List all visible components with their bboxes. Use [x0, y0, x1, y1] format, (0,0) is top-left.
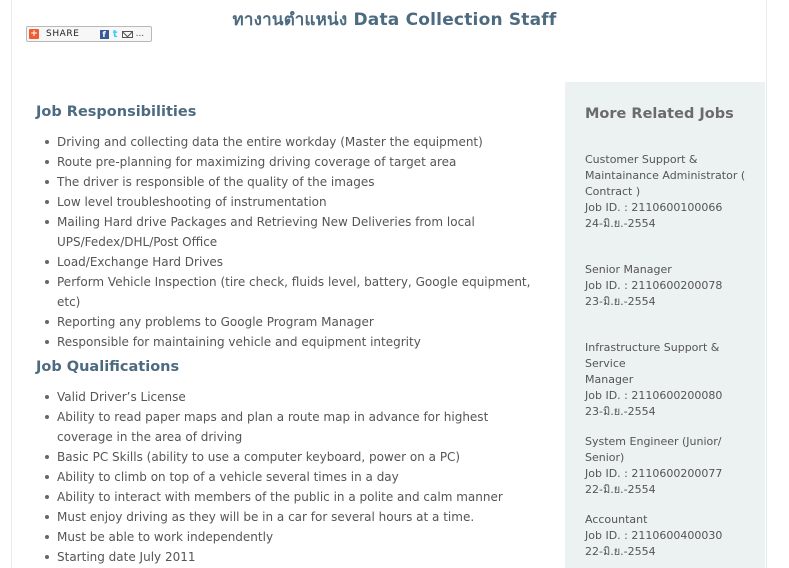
bullet-icon — [45, 200, 49, 204]
bullet-icon — [45, 320, 49, 324]
facebook-icon[interactable]: f — [100, 30, 109, 39]
list-item: Basic PC Skills (ability to use a computer keyboard, power on a PC) — [25, 447, 536, 467]
page-title: ทางานตำแหน่ง Data Collection Staff — [232, 10, 557, 30]
bullet-icon — [45, 535, 49, 539]
job-date: 22-มิ.ย.-2554 — [585, 545, 656, 558]
bullet-icon — [45, 395, 49, 399]
bullet-icon — [45, 160, 49, 164]
list-item: Must be able to work independently — [25, 527, 536, 547]
job-title-line[interactable]: Maintainance Administrator ( — [585, 169, 746, 182]
job-date: 22-มิ.ย.-2554 — [585, 483, 656, 496]
share-label: SHARE — [46, 29, 80, 39]
related-job-link[interactable] — [585, 152, 755, 232]
list-item: Starting date July 2011 — [25, 547, 536, 567]
bullet-icon — [45, 495, 49, 499]
job-title-line[interactable]: Contract ) — [585, 185, 641, 198]
bullet-icon — [45, 140, 49, 144]
list-item: Low level troubleshooting of instrumentation — [25, 192, 536, 212]
bullet-icon — [45, 260, 49, 264]
list-item: Load/Exchange Hard Drives — [25, 252, 536, 272]
job-title-line[interactable]: System Engineer (Junior/ Senior) — [585, 435, 722, 464]
list-item: Mailing Hard drive Packages and Retrieving New Deliveries from local UPS/Fedex/DHL/Post Office — [25, 212, 536, 252]
bullet-icon — [45, 455, 49, 459]
related-job-link[interactable] — [585, 340, 755, 420]
responsibilities-list — [36, 132, 536, 352]
bullet-icon — [45, 475, 49, 479]
addthis-plus-icon: + — [30, 29, 38, 39]
list-item: Ability to climb on top of a vehicle several times in a day — [25, 467, 536, 487]
bullet-icon — [45, 415, 49, 419]
job-title-line[interactable]: Infrastructure Support & Service — [585, 341, 720, 370]
related-job-link[interactable] — [585, 262, 755, 310]
list-item: Must enjoy driving as they will be in a car for several hours at a time. — [25, 507, 536, 527]
job-title-line[interactable]: Customer Support & — [585, 153, 698, 166]
bullet-icon — [45, 515, 49, 519]
list-item: Driving and collecting data the entire workday (Master the equipment) — [25, 132, 536, 152]
more-share-icon[interactable]: ... — [135, 29, 145, 39]
share-button[interactable] — [26, 26, 152, 42]
bullet-icon — [45, 340, 49, 344]
related-jobs-sidebar — [565, 82, 765, 568]
list-item: Valid Driver’s License — [25, 387, 536, 407]
list-item: Route pre-planning for maximizing driving coverage of target area — [25, 152, 536, 172]
job-date: 23-มิ.ย.-2554 — [585, 405, 656, 418]
job-id: Job ID. : 2110600200080 — [585, 389, 723, 402]
job-title-line[interactable]: Senior Manager — [585, 263, 672, 276]
related-job-link[interactable] — [585, 434, 755, 498]
job-id: Job ID. : 2110600400030 — [585, 529, 723, 542]
list-item: Reporting any problems to Google Program Manager — [25, 312, 536, 332]
bullet-icon — [45, 280, 49, 284]
job-date: 23-มิ.ย.-2554 — [585, 295, 656, 308]
job-date: 24-มิ.ย.-2554 — [585, 217, 656, 230]
list-item: Ability to interact with members of the public in a polite and calm manner — [25, 487, 536, 507]
responsibilities-heading: Job Responsibilities — [36, 104, 197, 120]
list-item: Responsible for maintaining vehicle and equipment integrity — [25, 332, 536, 352]
qualifications-list — [36, 387, 536, 567]
share-icons — [100, 30, 133, 39]
related-jobs-heading: More Related Jobs — [585, 106, 734, 122]
job-id: Job ID. : 2110600200078 — [585, 279, 723, 292]
related-job-link[interactable] — [585, 512, 755, 560]
bullet-icon — [45, 180, 49, 184]
job-title-line[interactable]: Accountant — [585, 513, 648, 526]
job-id: Job ID. : 2110600200077 — [585, 467, 723, 480]
list-item: Ability to read paper maps and plan a route map in advance for highest coverage in the area of driving — [25, 407, 536, 447]
job-id: Job ID. : 2110600100066 — [585, 201, 723, 214]
list-item: Perform Vehicle Inspection (tire check, fluids level, battery, Google equipment, etc) — [25, 272, 536, 312]
twitter-icon[interactable]: t — [112, 28, 118, 40]
email-icon[interactable] — [122, 31, 133, 38]
list-item: The driver is responsible of the quality of the images — [25, 172, 536, 192]
bullet-icon — [45, 555, 49, 559]
bullet-icon — [45, 220, 49, 224]
qualifications-heading: Job Qualifications — [36, 359, 180, 375]
job-title-line[interactable]: Manager — [585, 373, 634, 386]
